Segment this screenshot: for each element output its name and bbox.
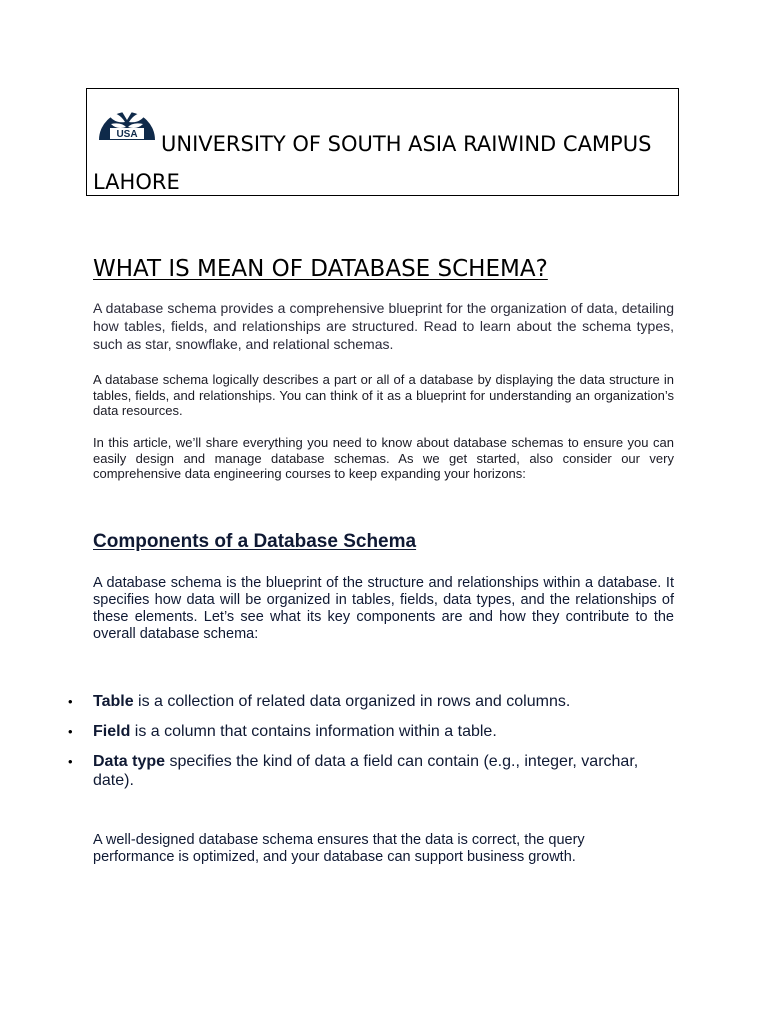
list-item-text: is a collection of related data organized in rows and columns. <box>133 693 571 710</box>
list-item <box>68 722 673 741</box>
bullet-icon: • <box>68 754 73 769</box>
list-item-term: Table <box>93 693 134 710</box>
list-item <box>68 692 673 711</box>
components-description: A database schema is the blueprint of the structure and relationships within a database. It specifies how data will be organized in tables, fields, data types, and the relationships of these elements. Let’s see what its key components are and how they contribute to the overall database schema: <box>93 575 674 642</box>
list-item-term: Field <box>93 723 131 740</box>
intro-paragraph-2: A database schema logically describes a part or all of a database by displaying the data structure in tables, fields, and relationships. You can think of it as a blueprint for understanding an organization’s data resources. <box>93 372 674 418</box>
list-item-text: is a column that contains information within a table. <box>130 723 497 740</box>
header-box <box>86 88 679 196</box>
components-list <box>68 692 673 801</box>
logo-text: USA <box>116 129 138 140</box>
page-title: WHAT IS MEAN OF DATABASE SCHEMA? <box>93 256 548 282</box>
list-item-term: Data type <box>93 753 166 770</box>
intro-paragraph-1: A database schema provides a comprehensive blueprint for the organization of data, detailing how tables, fields, and relationships are structured. Read to learn about the schema types, such as star, snowflake, and relational schemas. <box>93 300 674 352</box>
university-name: UNIVERSITY OF SOUTH ASIA RAIWIND CAMPUS LAHORE <box>93 132 652 194</box>
section-title-components: Components of a Database Schema <box>93 531 417 552</box>
closing-paragraph: A well-designed database schema ensures that the data is correct, the query performance is optimized, and your database can support business growth. <box>93 832 585 865</box>
list-item <box>68 752 673 790</box>
bullet-icon: • <box>68 724 73 739</box>
bullet-icon: • <box>68 694 73 709</box>
intro-paragraph-3: In this article, we’ll share everything you need to know about database schemas to ensure you can easily design and manage database schemas. As we get started, also consider our very comprehensive data engineering courses to keep expanding your horizons: <box>93 435 674 481</box>
list-item-text: specifies the kind of data a field can contain (e.g., integer, varchar, date). <box>93 753 639 789</box>
